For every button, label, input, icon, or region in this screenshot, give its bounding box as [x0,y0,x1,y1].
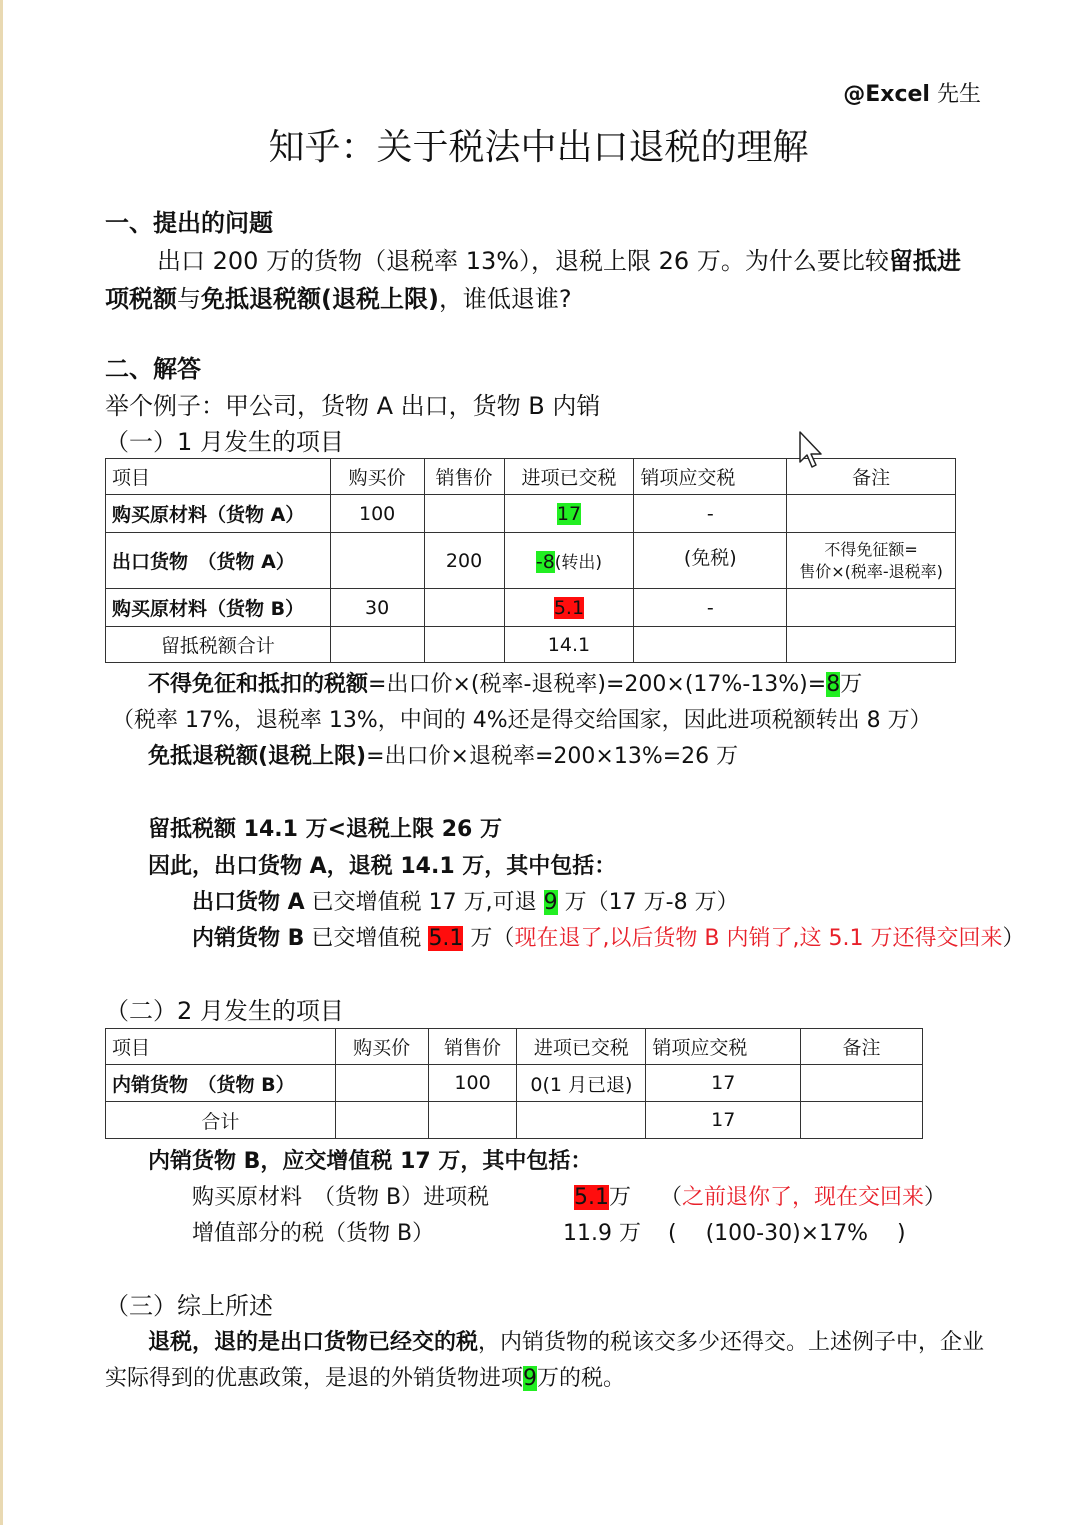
highlight-red: 5.1 [553,596,585,619]
feb-row-1-note: （之前退你了，现在交回来） [660,1185,947,1210]
summary-heading: （三）综上所述 [105,1292,273,1320]
page-title: 知乎：关于税法中出口退税的理解 [268,127,809,168]
feb-row-1-label: 购买原材料 （货物 B）进项税 [192,1185,490,1210]
feb-heading: 内销货物 B，应交增值税 17 万，其中包括： [148,1149,593,1174]
table-february [105,1028,923,1139]
table-total-row: 合计 17 [106,1102,923,1139]
question-line-2: 项税额与免抵退税额(退税上限)，谁低退谁? [105,285,572,313]
table-january [105,458,956,663]
example-line: 举个例子：甲公司，货物 A 出口，货物 B 内销 [105,392,601,420]
subheading-feb: （二）2 月发生的项目 [105,997,344,1025]
table-header-row: 项目 购买价 销售价 进项已交税 销项应交税 备注 [106,1029,923,1065]
summary-line-1: 退税，退的是出口货物已经交的税，内销货物的税该交多少还得交。上述例子中，企业 [148,1330,985,1355]
calc-line-5: 因此，出口货物 A，退税 14.1 万，其中包括： [148,854,617,879]
header-item: 项目 [106,459,331,495]
header-out-tax: 销项应交税 [634,459,787,495]
calc-line-7: 内销货物 B 已交增值税 5.1 万（现在退了,以后货物 B 内销了,这 5.1 万还得交回来） [192,926,1025,951]
table-total-row: 留抵税额合计 14.1 [106,627,956,663]
calc-line-2: （税率 17%，退税率 13%，中间的 4%还是得交给国家，因此进项税额转出 8 万） [112,708,932,733]
header-note: 备注 [787,459,956,495]
feb-row-2-formula: ( (100-30)×17% ) [668,1221,906,1246]
calc-line-3: 免抵退税额(退税上限)=出口价×退税率=200×13%=26 万 [148,744,739,769]
section1-heading: 一、提出的问题 [105,209,273,237]
header-buy: 购买价 [330,459,424,495]
calc-line-4: 留抵税额 14.1 万<退税上限 26 万 [148,817,502,842]
page-edge [0,0,3,1525]
subheading-jan: （一）1 月发生的项目 [105,428,344,456]
calc-line-6: 出口货物 A 已交增值税 17 万,可退 9 万（17 万-8 万） [192,890,739,915]
feb-row-1-value: 5.1万 [574,1185,632,1210]
question-line-1: 出口 200 万的货物（退税率 13%），退税上限 26 万。为什么要比较留抵进 [157,247,961,275]
table-row: 购买原材料（货物 A） 100 17 - [106,495,956,533]
header-sell: 销售价 [424,459,504,495]
summary-line-2: 实际得到的优惠政策，是退的外销货物进项9万的税。 [105,1366,626,1391]
mouse-cursor-icon [798,430,826,472]
table-row: 出口货物 （货物 A） 200 -8(转出) (免税) 不得免征额= 售价×(税率-退税率) [106,533,956,589]
feb-row-2-label: 增值部分的税（货物 B） [192,1221,435,1246]
section2-heading: 二、解答 [105,355,201,383]
feb-row-2-value: 11.9 万 [563,1221,641,1246]
highlight-green: 17 [556,502,582,525]
header-in-tax: 进项已交税 [504,459,634,495]
table-row: 购买原材料（货物 B） 30 5.1 - [106,589,956,627]
highlight-green: -8 [535,551,555,573]
table-row: 内销货物 （货物 B） 100 0(1 月已退) 17 [106,1065,923,1102]
calc-line-1: 不得免征和抵扣的税额=出口价×(税率-退税率)=200×(17%-13%)=8万 [148,672,863,697]
table-header-row [106,459,956,495]
author-signature: @Excel 先生 [843,82,981,107]
